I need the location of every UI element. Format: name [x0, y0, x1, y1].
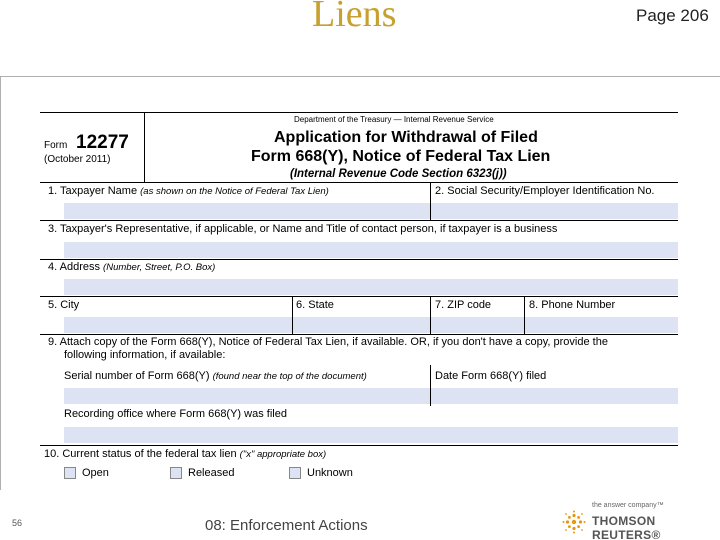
status-released-label: Released: [188, 467, 235, 479]
form-word: Form: [44, 140, 68, 151]
slide-title: Liens: [312, 0, 397, 35]
address-label: 4. Address (Number, Street, P.O. Box): [48, 261, 216, 273]
status-unknown-checkbox[interactable]: [289, 467, 301, 479]
form-title-line1: Application for Withdrawal of Filed: [274, 129, 538, 146]
status-unknown-label: Unknown: [307, 467, 353, 479]
thomson-reuters-logo: [562, 502, 712, 540]
recording-office-label: Recording office where Form 668(Y) was filed: [64, 408, 287, 420]
slide-number: 56: [12, 518, 23, 528]
row1-rule: [40, 220, 678, 221]
taxpayer-name-label: 1. Taxpayer Name (as shown on the Notice of Federal Tax Lien): [48, 185, 329, 197]
form-title-line3: (Internal Revenue Code Section 6323(j)): [290, 168, 507, 180]
form-number: 12277: [76, 132, 129, 153]
representative-field[interactable]: [64, 242, 678, 258]
irs-form-12277: [40, 112, 678, 490]
state-field[interactable]: [293, 317, 430, 333]
taxpayer-name-field[interactable]: [64, 203, 430, 219]
serial-number-label: Serial number of Form 668(Y) (found near the top of the document): [64, 370, 367, 382]
state-label: 6. State: [296, 299, 334, 311]
row4-rule: [40, 296, 678, 297]
address-field[interactable]: [64, 279, 678, 295]
row9-rule: [40, 445, 678, 446]
ssn-ein-field[interactable]: [431, 203, 678, 219]
status-open-label: Open: [82, 467, 109, 479]
date-filed-label: Date Form 668(Y) filed: [435, 370, 547, 382]
thomson-reuters-dots-icon: [562, 510, 586, 534]
lien-status-label: 10. Current status of the federal tax lien ("x" appropriate box): [44, 448, 327, 460]
footer-text: 08: Enforcement Actions: [205, 517, 368, 534]
phone-label: 8. Phone Number: [529, 299, 616, 311]
serial-number-field[interactable]: [64, 388, 430, 404]
ssn-ein-label: 2. Social Security/Employer Identification No.: [435, 185, 655, 197]
representative-label: 3. Taxpayer's Representative, if applicable, or Name and Title of contact person, if taxpayer is a business: [48, 223, 558, 235]
zip-field[interactable]: [431, 317, 524, 333]
row3-rule: [40, 259, 678, 260]
row5-rule: [40, 334, 678, 335]
recording-office-field[interactable]: [64, 427, 678, 443]
department-line: Department of the Treasury — Internal Revenue Service: [294, 115, 494, 124]
page-number: Page 206: [636, 6, 709, 25]
logo-tagline: the answer company™: [592, 502, 664, 509]
status-open-checkbox[interactable]: [64, 467, 76, 479]
status-released-checkbox[interactable]: [170, 467, 182, 479]
date-filed-field[interactable]: [431, 388, 678, 404]
phone-field[interactable]: [525, 317, 678, 333]
city-label: 5. City: [48, 299, 80, 311]
attach-copy-line1: 9. Attach copy of the Form 668(Y), Notice of Federal Tax Lien, if available. OR, if you don't have a copy, provide the: [48, 336, 608, 348]
header-bottom-rule: [40, 182, 678, 183]
header-divider: [144, 112, 145, 182]
form-top-rule: [40, 112, 678, 113]
form-title-line2: Form 668(Y), Notice of Federal Tax Lien: [251, 148, 551, 165]
zip-label: 7. ZIP code: [435, 299, 492, 311]
form-date: (October 2011): [44, 154, 111, 165]
logo-name: THOMSON REUTERS®: [592, 514, 661, 540]
city-field[interactable]: [64, 317, 292, 333]
attach-copy-line2: following information, if available:: [64, 349, 226, 361]
